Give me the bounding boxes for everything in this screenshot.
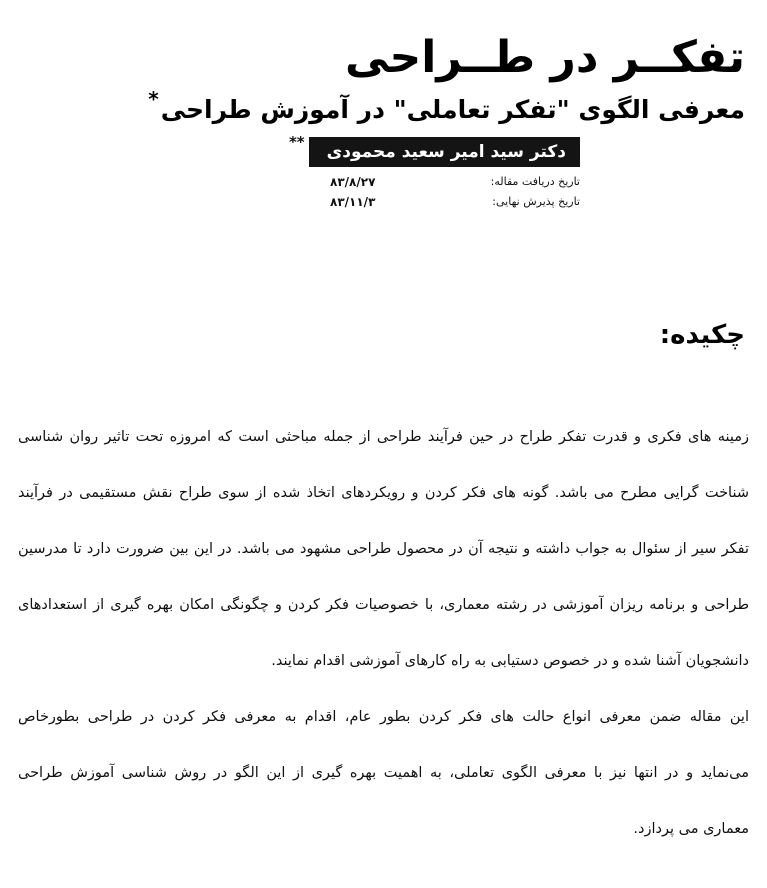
author-row bbox=[288, 133, 580, 167]
abstract-line: طراحی و برنامه ریزان آموزشی در رشته معماری، با خصوصیات فکر کردن و چگونگی امکان بهره گیری از استعدادهای bbox=[18, 597, 749, 613]
subtitle-footnote-mark: * bbox=[148, 87, 159, 111]
abstract-line: این مقاله ضمن معرفی انواع حالت های فکر کردن بطور عام، اقدام به معرفی فکر کردن در طراحی بطورخاص bbox=[18, 709, 749, 725]
abstract-line: معماری می پردازد. bbox=[633, 821, 749, 837]
article-title: تفکــر در طــراحی bbox=[345, 32, 745, 83]
accepted-date-label: تاریخ پذیرش نهایی: bbox=[492, 195, 580, 208]
author-name: دکتر سید امیر سعید محمودی bbox=[309, 137, 580, 167]
abstract-line: می‌نماید و در انتها نیز با معرفی الگوی تعاملی، به اهمیت بهره گیری از این الگو در روش شناسی آموزش طراحی bbox=[18, 765, 749, 781]
abstract-heading: چکیده: bbox=[659, 320, 745, 350]
accepted-date-row bbox=[330, 192, 580, 212]
abstract-body bbox=[18, 417, 749, 865]
subtitle-text: معرفی الگوی "تفکر تعاملی" در آموزش طراحی bbox=[160, 95, 745, 124]
author-footnote-mark: ** bbox=[288, 133, 305, 151]
received-date-value: ۸۳/۸/۲۷ bbox=[330, 175, 376, 189]
abstract-line: دانشجویان آشنا شده و در خصوص دستیابی به راه کارهای آموزشی اقدام نمایند. bbox=[271, 653, 749, 669]
article-dates bbox=[330, 172, 580, 212]
accepted-date-value: ۸۳/۱۱/۳ bbox=[330, 195, 376, 209]
abstract-line: تفکر سیر از سئوال به جواب داشته و نتیجه آن در محصول طراحی مشهود می باشد. در این بین ضرورت دارد تا مدرسین bbox=[18, 541, 749, 557]
article-subtitle bbox=[148, 87, 745, 129]
abstract-line: زمینه های فکری و قدرت تفکر طراح در حین فرآیند طراحی از جمله مباحثی است که امروزه تحت تاثیر روان شناسی bbox=[18, 429, 749, 445]
abstract-line: شناخت گرایی مطرح می باشد. گونه های فکر کردن و رویکردهای اتخاذ شده از سوی طراح نقش مستقیمی در فرآیند bbox=[18, 485, 749, 501]
received-date-row bbox=[330, 172, 580, 192]
received-date-label: تاریخ دریافت مقاله: bbox=[490, 175, 580, 188]
